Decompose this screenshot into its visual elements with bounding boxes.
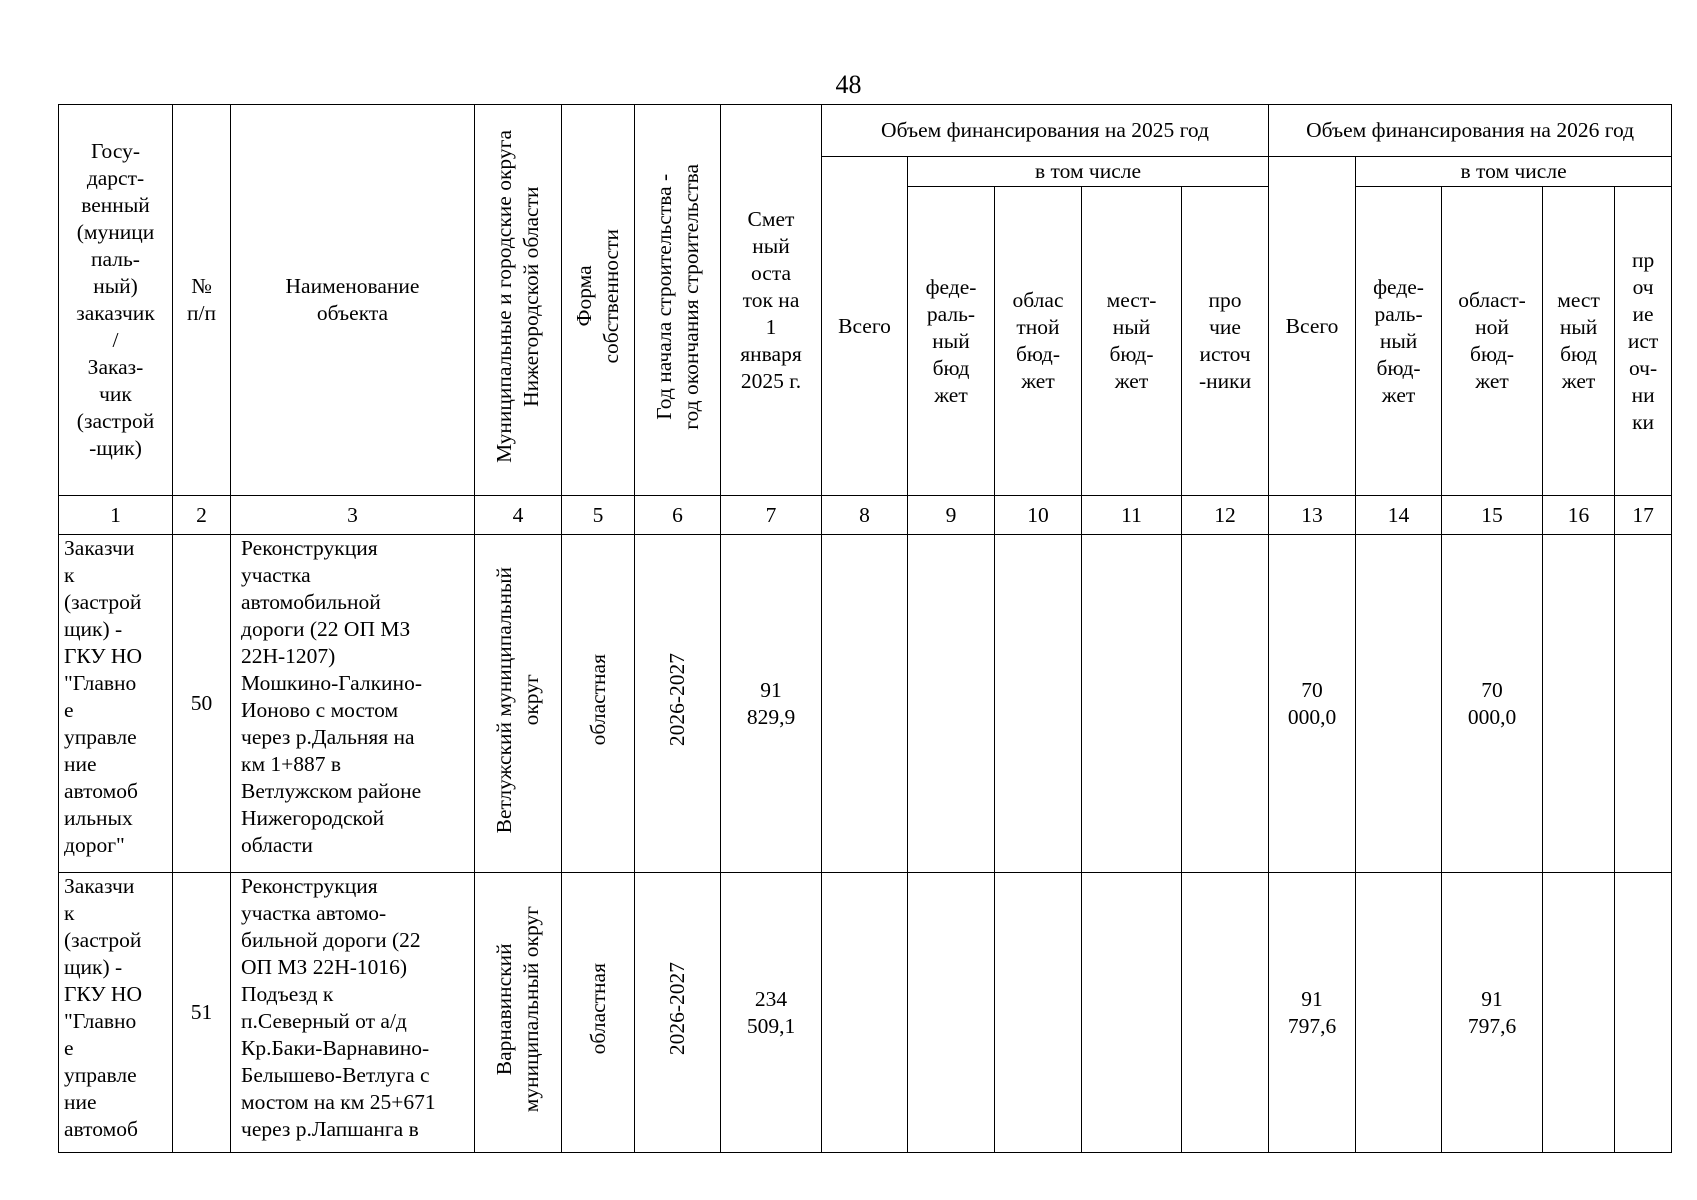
header-years-text: Год начала строительства - год окончания строительства — [651, 163, 703, 430]
header-including-2025: в том числе — [908, 157, 1269, 187]
header-fin-2026: Объем финансирования на 2026 год — [1269, 105, 1672, 157]
header-other-2026: пр оч ие ист оч- ни ки — [1615, 187, 1672, 496]
col-num: 5 — [562, 496, 635, 535]
row-estimate: 91 829,9 — [721, 535, 822, 873]
header-regional-2026: област- ной бюд- жет — [1442, 187, 1543, 496]
header-other-2025: про чие источ -ники — [1182, 187, 1269, 496]
row-regional-2026: 70 000,0 — [1442, 535, 1543, 873]
col-num: 6 — [635, 496, 721, 535]
row-ownership-text: областная — [585, 654, 610, 746]
row-customer: Заказчи к (застрой щик) - ГКУ НО "Главно е управле ние автомоб ильных дорог" — [59, 535, 173, 873]
row-local-2026 — [1543, 535, 1615, 873]
col-num: 7 — [721, 496, 822, 535]
row-other-2025 — [1182, 535, 1269, 873]
col-num: 2 — [173, 496, 231, 535]
row-federal-2026 — [1356, 873, 1442, 1153]
header-districts-text: Муниципальные и городские округа Нижегородской области — [492, 130, 543, 463]
row-number: 50 — [173, 535, 231, 873]
header-ownership — [562, 105, 635, 496]
row-regional-2025 — [995, 535, 1082, 873]
row-local-2025 — [1082, 873, 1182, 1153]
financing-table — [58, 104, 1672, 1153]
column-number-row — [59, 496, 1672, 535]
row-local-2026 — [1543, 873, 1615, 1153]
header-local-2026: мест ный бюд жет — [1543, 187, 1615, 496]
col-num: 17 — [1615, 496, 1672, 535]
col-num: 13 — [1269, 496, 1356, 535]
row-district-text: Ветлужский муниципальный округ — [492, 566, 543, 834]
row-federal-2025 — [908, 873, 995, 1153]
row-years-text: 2026-2027 — [665, 653, 689, 747]
header-years — [635, 105, 721, 496]
col-num: 15 — [1442, 496, 1543, 535]
row-regional-2026: 91 797,6 — [1442, 873, 1543, 1153]
row-object-name: Реконструкция участка автомобильной дороги (22 ОП МЗ 22Н-1207) Мошкино-Галкино- Ионово с мостом через р.Дальняя на км 1+887 в Ветлужском районе Нижегородской области — [231, 535, 475, 873]
col-num: 11 — [1082, 496, 1182, 535]
row-federal-2025 — [908, 535, 995, 873]
col-num: 10 — [995, 496, 1082, 535]
col-num: 14 — [1356, 496, 1442, 535]
row-total-2026: 91 797,6 — [1269, 873, 1356, 1153]
page-number: 48 — [835, 70, 862, 99]
header-federal-2026: феде- раль- ный бюд- жет — [1356, 187, 1442, 496]
row-ownership-text: областная — [585, 963, 610, 1055]
table-row — [59, 535, 1672, 873]
table-row — [59, 873, 1672, 1153]
header-estimate: Смет ный оста ток на 1 января 2025 г. — [721, 105, 822, 496]
row-total-2026: 70 000,0 — [1269, 535, 1356, 873]
row-years — [635, 535, 721, 873]
row-district-text: Варнавинский муниципальный округ — [492, 905, 543, 1113]
row-regional-2025 — [995, 873, 1082, 1153]
row-object-name: Реконструкция участка автомо- бильной дороги (22 ОП МЗ 22Н-1016) Подъезд к п.Северный от а/д Кр.Баки-Варнавино- Белышево-Ветлуга с мостом на км 25+671 через р.Лапшанга в — [231, 873, 475, 1153]
header-total-2026: Всего — [1269, 157, 1356, 496]
row-ownership — [562, 535, 635, 873]
header-customer: Госу- дарст- венный (муници паль- ный) заказчик / Заказ- чик (застрой -щик) — [59, 105, 173, 496]
header-federal-2025: феде- раль- ный бюд жет — [908, 187, 995, 496]
header-object-name: Наименование объекта — [231, 105, 475, 496]
row-other-2025 — [1182, 873, 1269, 1153]
header-ownership-text: Форма собственности — [572, 229, 623, 364]
row-estimate: 234 509,1 — [721, 873, 822, 1153]
col-num: 12 — [1182, 496, 1269, 535]
col-num: 9 — [908, 496, 995, 535]
row-number: 51 — [173, 873, 231, 1153]
header-regional-2025: облас тной бюд- жет — [995, 187, 1082, 496]
header-number: № п/п — [173, 105, 231, 496]
row-other-2026 — [1615, 535, 1672, 873]
col-num: 4 — [475, 496, 562, 535]
row-local-2025 — [1082, 535, 1182, 873]
row-years — [635, 873, 721, 1153]
row-district — [475, 873, 562, 1153]
col-num: 3 — [231, 496, 475, 535]
row-customer: Заказчи к (застрой щик) - ГКУ НО "Главно е управле ние автомоб — [59, 873, 173, 1153]
row-ownership — [562, 873, 635, 1153]
row-total-2025 — [822, 535, 908, 873]
header-fin-2025: Объем финансирования на 2025 год — [822, 105, 1269, 157]
row-federal-2026 — [1356, 535, 1442, 873]
col-num: 1 — [59, 496, 173, 535]
header-local-2025: мест- ный бюд- жет — [1082, 187, 1182, 496]
header-districts — [475, 105, 562, 496]
row-other-2026 — [1615, 873, 1672, 1153]
header-total-2025: Всего — [822, 157, 908, 496]
header-including-2026: в том числе — [1356, 157, 1672, 187]
row-years-text: 2026-2027 — [665, 962, 689, 1056]
row-district — [475, 535, 562, 873]
row-total-2025 — [822, 873, 908, 1153]
col-num: 16 — [1543, 496, 1615, 535]
col-num: 8 — [822, 496, 908, 535]
